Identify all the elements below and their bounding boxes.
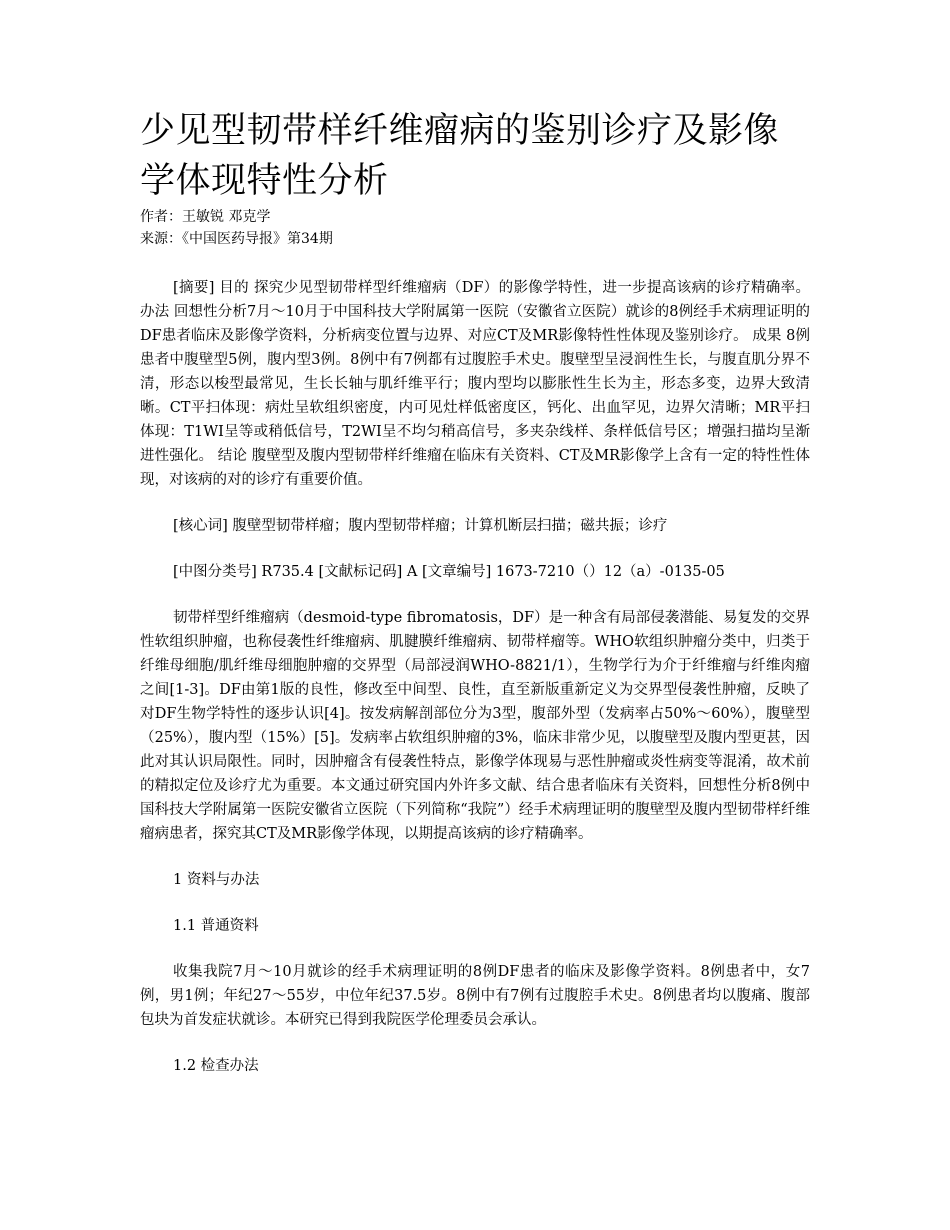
section-heading-1: 1 资料与办法 xyxy=(173,872,260,888)
abstract-paragraph: [摘要] 目的 探究少见型韧带样型纤维瘤病（DF）的影像学特性，进一步提高该病的诊疗精确率。 办法 回想性分析7月～10月于中国科技大学附属第一医院（安徽省立医院）就诊的8例经手术病理证明的DF患者临床及影像学资料，分析病变位置与边界、对应CT及MR影像特性性体现及鉴别诊疗。 成果 8例患者中腹壁型5例，腹内型3例。8例中有7例都有过腹腔手术史。腹壁型呈浸润性生长，与腹直肌分界不清，形态以梭型最常见，生长长轴与肌纤维平行；腹内型均以膨胀性生长为主，形态多变，边界大致清晰。CT平扫体现：病灶呈软组织密度，内可见灶样低密度区，钙化、出血罕见，边界欠清晰；MR平扫体现：T1WI呈等或稍低信号，T2WI呈不均匀稍高信号，多夹杂线样、条样低信号区；增强扫描均呈渐进性强化。 结论 腹壁型及腹内型韧带样纤维瘤在临床有关资料、CT及MR影像学上含有一定的特性性体现，对该病的对的诊疗有重要价值。 xyxy=(140,280,810,488)
general-data-paragraph: 收集我院7月～10月就诊的经手术病理证明的8例DF患者的临床及影像学资料。8例患者中，女7例，男1例；年纪27～55岁，中位年纪37.5岁。8例中有7例有过腹腔手术史。8例患者均以腹痛、腹部包块为首发症状就诊。本研究已得到我院医学伦理委员会承认。 xyxy=(140,964,810,1028)
intro-paragraph: 韧带样型纤维瘤病（desmoid-type fibromatosis，DF）是一种含有局部侵袭潜能、易复发的交界性软组织肿瘤，也称侵袭性纤维瘤病、肌腱膜纤维瘤病、韧带样瘤等。WHO软组织肿瘤分类中，归类于纤维母细胞/肌纤维母细胞肿瘤的交界型（局部浸润WHO-8821/1），生物学行为介于纤维瘤与纤维肉瘤之间[1-3]。DF由第1版的良性，修改至中间型、良性，直至新版重新定义为交界型侵袭性肿瘤，反映了对DF生物学特性的逐步认识[4]。按发病解剖部位分为3型，腹部外型（发病率占50%～60%），腹壁型（25%），腹内型（15%）[5]。发病率占软组织肿瘤的3%，临床非常少见，以腹壁型及腹内型更甚，因此对其认识局限性。同时，因肿瘤含有侵袭性特点，影像学体现易与恶性肿瘤或炎性病变等混淆，故术前的精拟定位及诊疗尤为重要。本文通过研究国内外许多文献、结合患者临床有关资料，回想性分析8例中国科技大学附属第一医院安徽省立医院（下列简称“我院”）经手术病理证明的腹壁型及腹内型韧带样纤维瘤病患者，探究其CT及MR影像学体现，以期提高该病的诊疗精确率。 xyxy=(140,610,810,842)
spacer xyxy=(140,584,810,606)
document-title: 少见型韧带样纤维瘤病的鉴别诊疗及影像学体现特性分析 xyxy=(140,111,780,201)
spacer xyxy=(140,938,810,960)
section-heading-1-2: 1.2 检查办法 xyxy=(173,1058,259,1074)
spacer xyxy=(140,492,810,514)
section-heading-1-1: 1.1 普通资料 xyxy=(173,918,259,934)
source-line: 来源：《中国医药导报》第34期 xyxy=(140,231,333,247)
spacer xyxy=(140,846,810,868)
classification-paragraph: [中图分类号] R735.4 [文献标记码] A [文章编号] 1673-7210（）12（a）-0135-05 xyxy=(173,564,725,580)
document-page xyxy=(140,106,810,1078)
author-line: 作者：王敏锐 邓克学 xyxy=(140,209,271,225)
spacer xyxy=(140,250,810,276)
spacer xyxy=(140,892,810,914)
spacer xyxy=(140,1032,810,1054)
keywords-paragraph: [核心词] 腹壁型韧带样瘤；腹内型韧带样瘤；计算机断层扫描；磁共振；诊疗 xyxy=(173,518,668,534)
spacer xyxy=(140,538,810,560)
